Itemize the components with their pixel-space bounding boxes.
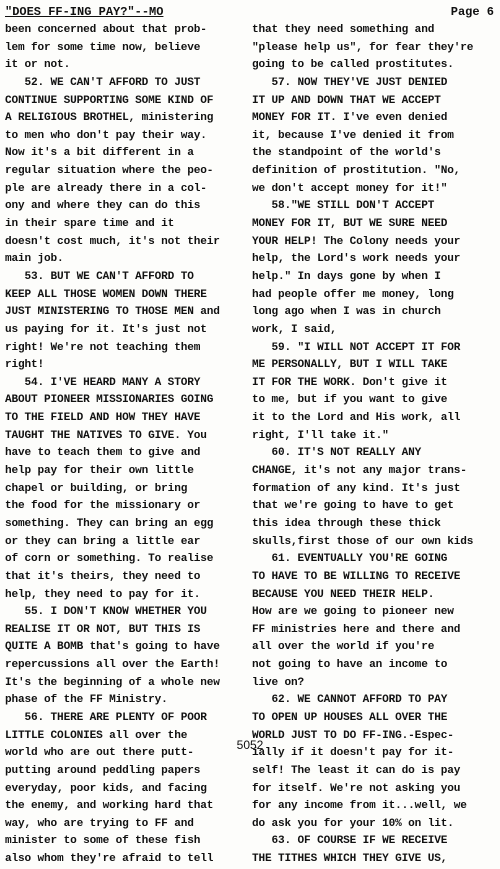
text-line: phase of the FF Ministry.: [5, 694, 168, 707]
text-line: or they can bring a little ear: [5, 535, 201, 548]
text-line: it, because I've denied it from: [252, 129, 454, 142]
text-line: that it's theirs, they need to: [5, 570, 201, 583]
text-line: world who are out there putt-: [5, 747, 194, 760]
text-line: "please help us", for fear they're: [252, 41, 474, 54]
text-line: all over the world if you're: [252, 641, 435, 654]
text-line: right, I'll take it.": [252, 429, 389, 442]
text-line: this idea through these thick: [252, 517, 441, 530]
text-line: for any income from it...well, we: [252, 800, 467, 813]
text-line: to men who don't pay their way.: [5, 129, 207, 142]
text-line: it to the Lord and His work, all: [252, 412, 461, 425]
text-line: work, I said,: [252, 323, 337, 336]
page-number: Page 6: [450, 5, 494, 19]
document-number: 5052: [236, 738, 264, 752]
text-line: it or not.: [5, 59, 71, 72]
text-line: the food for the missionary or: [5, 500, 201, 513]
text-line: CHANGE, it's not any major trans-: [252, 465, 467, 478]
text-line: regular situation where the peo-: [5, 165, 214, 178]
text-line: everyday, poor kids, and facing: [5, 782, 207, 795]
text-line: us paying for it. It's just not: [5, 323, 207, 336]
text-line: the standpoint of the world's: [252, 147, 441, 160]
text-line: TAUGHT THE NATIVES TO GIVE. You: [5, 429, 207, 442]
text-line: ially if it doesn't pay for it-: [252, 747, 454, 760]
text-line: chapel or building, or bring: [5, 482, 188, 495]
text-line: 52. WE CAN'T AFFORD TO JUST: [5, 76, 201, 89]
text-line: 62. WE CANNOT AFFORD TO PAY: [252, 694, 448, 707]
text-line: right! We're not teaching them: [5, 341, 201, 354]
text-line: THE TITHES WHICH THEY GIVE US,: [252, 853, 448, 866]
text-line: ME PERSONALLY, BUT I WILL TAKE: [252, 359, 448, 372]
text-line: putting around peddling papers: [5, 764, 201, 777]
text-line: of corn or something. To realise: [5, 553, 214, 566]
text-line: live on?: [252, 676, 305, 689]
text-line: right!: [5, 359, 45, 372]
text-line: CONTINUE SUPPORTING SOME KIND OF: [5, 94, 214, 107]
text-line: LITTLE COLONIES all over the: [5, 729, 188, 742]
text-line: that we're going to have to get: [252, 500, 454, 513]
text-line: 57. NOW THEY'VE JUST DENIED: [252, 76, 448, 89]
text-line: the enemy, and working hard that: [5, 800, 214, 813]
text-line: something. They can bring an egg: [5, 517, 214, 530]
text-line: help, the Lord's work needs your: [252, 253, 461, 266]
text-line: way, who are trying to FF and: [5, 817, 194, 830]
text-line: not going to have an income to: [252, 659, 448, 672]
text-line: that they need something and: [252, 24, 435, 36]
text-line: ple are already there in a col-: [5, 182, 207, 195]
text-line: 61. EVENTUALLY YOU'RE GOING: [252, 553, 448, 566]
text-line: WORLD JUST TO DO FF-ING.-Espec-: [252, 729, 454, 742]
text-line: been concerned about that prob-: [5, 24, 207, 36]
text-line: also whom they're afraid to tell: [5, 853, 214, 866]
text-line: self! The least it can do is pay: [252, 764, 461, 777]
text-line: 60. IT'S NOT REALLY ANY: [252, 447, 422, 460]
text-line: going to be called prostitutes.: [252, 59, 454, 72]
text-line: JUST MINISTERING TO THOSE MEN and: [5, 306, 220, 319]
text-line: MONEY FOR IT. I've even denied: [252, 112, 448, 125]
text-line: ABOUT PIONEER MISSIONARIES GOING: [5, 394, 214, 407]
text-line: A RELIGIOUS BROTHEL, ministering: [5, 112, 214, 125]
text-line: we don't accept money for it!": [252, 182, 448, 195]
text-line: to me, but if you want to give: [252, 394, 448, 407]
text-line: help." In days gone by when I: [252, 270, 441, 283]
text-line: QUITE A BOMB that's going to have: [5, 641, 220, 654]
text-line: BECAUSE YOU NEED THEIR HELP.: [252, 588, 435, 601]
text-line: TO HAVE TO BE WILLING TO RECEIVE: [252, 570, 461, 583]
text-line: IT UP AND DOWN THAT WE ACCEPT: [252, 94, 441, 107]
page-header: [5, 5, 494, 21]
text-line: help pay for their own little: [5, 465, 194, 478]
text-line: formation of any kind. It's just: [252, 482, 461, 495]
text-line: help, they need to pay for it.: [5, 588, 201, 601]
text-line: 56. THERE ARE PLENTY OF POOR: [5, 711, 207, 724]
text-line: YOUR HELP! The Colony needs your: [252, 235, 461, 248]
text-line: definition of prostitution. "No,: [252, 165, 461, 178]
text-line: TO OPEN UP HOUSES ALL OVER THE: [252, 711, 448, 724]
text-line: had people offer me money, long: [252, 288, 454, 301]
text-line: ony and where they can do this: [5, 200, 201, 213]
text-line: IT FOR THE WORK. Don't give it: [252, 376, 448, 389]
text-line: long ago when I was in church: [252, 306, 441, 319]
text-line: Now it's a bit different in a: [5, 147, 194, 160]
text-line: How are we going to pioneer new: [252, 606, 454, 619]
text-line: main job.: [5, 253, 64, 266]
text-line: 58."WE STILL DON'T ACCEPT: [252, 200, 435, 213]
text-line: 53. BUT WE CAN'T AFFORD TO: [5, 270, 194, 283]
text-line: MONEY FOR IT, BUT WE SURE NEED: [252, 218, 448, 231]
text-line: lem for some time now, believe: [5, 41, 201, 54]
text-line: FF ministries here and there and: [252, 623, 461, 636]
text-line: KEEP ALL THOSE WOMEN DOWN THERE: [5, 288, 207, 301]
text-line: in their spare time and it: [5, 218, 175, 231]
text-line: TO THE FIELD AND HOW THEY HAVE: [5, 412, 201, 425]
text-line: minister to some of these fish: [5, 835, 201, 848]
text-line: skulls,first those of our own kids: [252, 535, 474, 548]
text-line: REALISE IT OR NOT, BUT THIS IS: [5, 623, 201, 636]
text-line: It's the beginning of a whole new: [5, 676, 220, 689]
text-line: 55. I DON'T KNOW WHETHER YOU: [5, 606, 207, 619]
text-line: doesn't cost much, it's not their: [5, 235, 220, 248]
text-line: repercussions all over the Earth!: [5, 659, 220, 672]
text-line: do ask you for your 10% on lit.: [252, 817, 454, 830]
text-line: for itself. We're not asking you: [252, 782, 461, 795]
document-title: "DOES FF-ING PAY?"--MO: [5, 5, 164, 19]
text-line: 54. I'VE HEARD MANY A STORY: [5, 376, 201, 389]
text-line: 63. OF COURSE IF WE RECEIVE: [252, 835, 448, 848]
text-line: 59. "I WILL NOT ACCEPT IT FOR: [252, 341, 461, 354]
text-line: have to teach them to give and: [5, 447, 201, 460]
